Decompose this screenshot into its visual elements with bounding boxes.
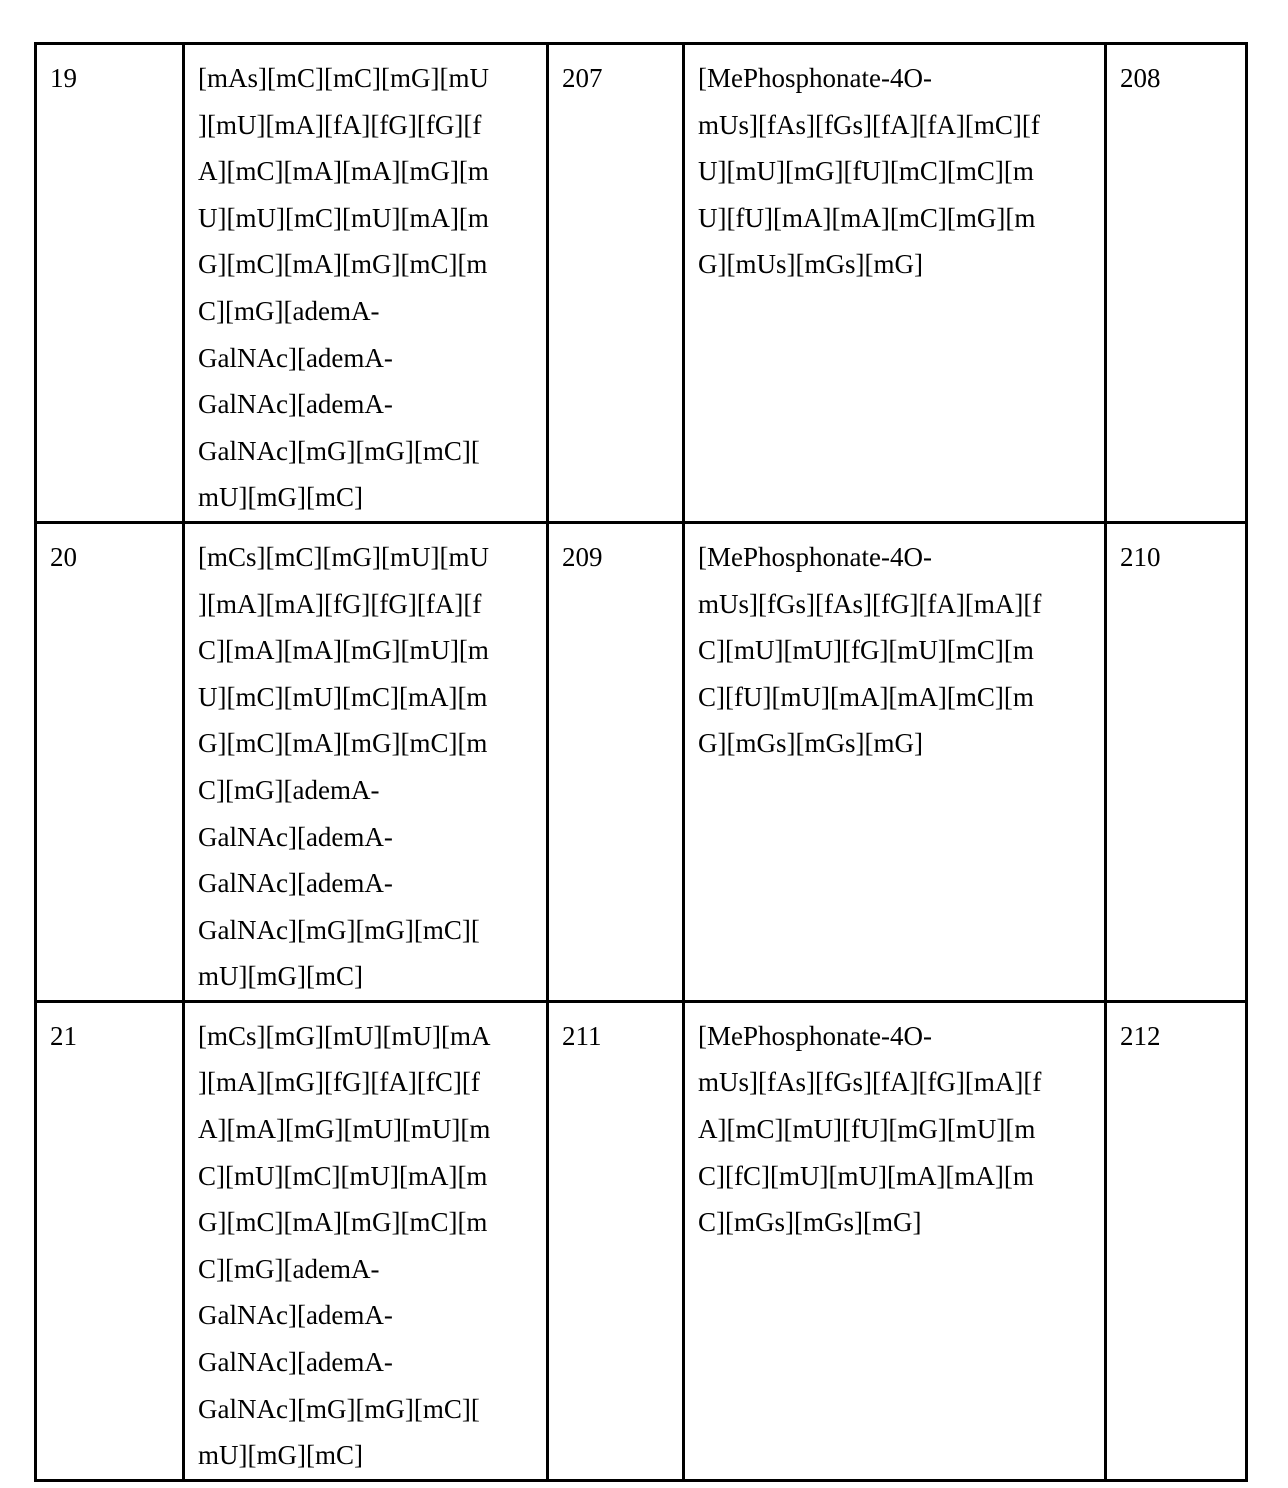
sequence-line: U][mU][mG][fU][mC][mC][m — [698, 148, 1092, 195]
antisense-sequence-cell — [684, 522, 1106, 1001]
row-id-cell: 19 — [36, 44, 184, 523]
table-row — [36, 44, 1247, 523]
sequence-line: C][mGs][mGs][mG] — [698, 1199, 1092, 1246]
sequence-line: mUs][fAs][fGs][fA][fG][mA][f — [698, 1059, 1092, 1106]
sequence-line: [mCs][mG][mU][mU][mA — [198, 1013, 534, 1060]
sequence-line: [MePhosphonate-4O- — [698, 55, 1092, 102]
sequence-line: [mAs][mC][mC][mG][mU — [198, 55, 534, 102]
sequence-line: [MePhosphonate-4O- — [698, 534, 1092, 581]
table-row — [36, 522, 1247, 1001]
row-id-cell: 20 — [36, 522, 184, 1001]
sequence-line: G][mC][mA][mG][mC][m — [198, 720, 534, 767]
sequence-line: GalNAc][ademA- — [198, 860, 534, 907]
sequence-line: C][mA][mA][mG][mU][m — [198, 627, 534, 674]
seq-id-cell: 207 — [548, 44, 684, 523]
sequence-line: G][mC][mA][mG][mC][m — [198, 241, 534, 288]
sense-sequence-cell — [184, 44, 548, 523]
sequence-line: GalNAc][mG][mG][mC][ — [198, 1386, 534, 1433]
sequence-line: GalNAc][ademA- — [198, 335, 534, 382]
sequence-line: A][mA][mG][mU][mU][m — [198, 1106, 534, 1153]
sequence-line: G][mC][mA][mG][mC][m — [198, 1199, 534, 1246]
table-row — [36, 1001, 1247, 1480]
sequence-line: U][mC][mU][mC][mA][m — [198, 674, 534, 721]
sequence-line: C][fU][mU][mA][mA][mC][m — [698, 674, 1092, 721]
sequence-line: mU][mG][mC] — [198, 1432, 534, 1479]
sequence-line: GalNAc][ademA- — [198, 1339, 534, 1386]
sequence-line: G][mGs][mGs][mG] — [698, 720, 1092, 767]
sequence-line: C][mG][ademA- — [198, 288, 534, 335]
sequence-line: A][mC][mU][fU][mG][mU][m — [698, 1106, 1092, 1153]
sequence-line: ][mU][mA][fA][fG][fG][f — [198, 102, 534, 149]
seq-id-cell: 210 — [1106, 522, 1247, 1001]
sequence-line: U][fU][mA][mA][mC][mG][m — [698, 195, 1092, 242]
seq-id-cell: 212 — [1106, 1001, 1247, 1480]
sequence-line: C][fC][mU][mU][mA][mA][m — [698, 1153, 1092, 1200]
sequence-line: C][mU][mC][mU][mA][m — [198, 1153, 534, 1200]
sequence-line: C][mG][ademA- — [198, 1246, 534, 1293]
sequence-line: ][mA][mG][fG][fA][fC][f — [198, 1059, 534, 1106]
sequence-line: ][mA][mA][fG][fG][fA][f — [198, 581, 534, 628]
sense-sequence-cell — [184, 1001, 548, 1480]
antisense-sequence-cell — [684, 44, 1106, 523]
sequence-line: mU][mG][mC] — [198, 953, 534, 1000]
sequence-line: GalNAc][mG][mG][mC][ — [198, 907, 534, 954]
row-id-cell: 21 — [36, 1001, 184, 1480]
seq-id-cell: 208 — [1106, 44, 1247, 523]
antisense-sequence-cell — [684, 1001, 1106, 1480]
sequence-line: [MePhosphonate-4O- — [698, 1013, 1092, 1060]
sequence-line: mU][mG][mC] — [198, 474, 534, 521]
sequence-line: mUs][fGs][fAs][fG][fA][mA][f — [698, 581, 1092, 628]
sequence-line: GalNAc][ademA- — [198, 381, 534, 428]
sequence-line: GalNAc][mG][mG][mC][ — [198, 428, 534, 475]
sequence-table — [34, 42, 1248, 1482]
sequence-line: A][mC][mA][mA][mG][m — [198, 148, 534, 195]
seq-id-cell: 211 — [548, 1001, 684, 1480]
sequence-line: mUs][fAs][fGs][fA][fA][mC][f — [698, 102, 1092, 149]
sequence-line: GalNAc][ademA- — [198, 814, 534, 861]
sequence-line: C][mG][ademA- — [198, 767, 534, 814]
sense-sequence-cell — [184, 522, 548, 1001]
sequence-line: GalNAc][ademA- — [198, 1292, 534, 1339]
sequence-line: U][mU][mC][mU][mA][m — [198, 195, 534, 242]
sequence-line: C][mU][mU][fG][mU][mC][m — [698, 627, 1092, 674]
sequence-line: [mCs][mC][mG][mU][mU — [198, 534, 534, 581]
seq-id-cell: 209 — [548, 522, 684, 1001]
sequence-line: G][mUs][mGs][mG] — [698, 241, 1092, 288]
